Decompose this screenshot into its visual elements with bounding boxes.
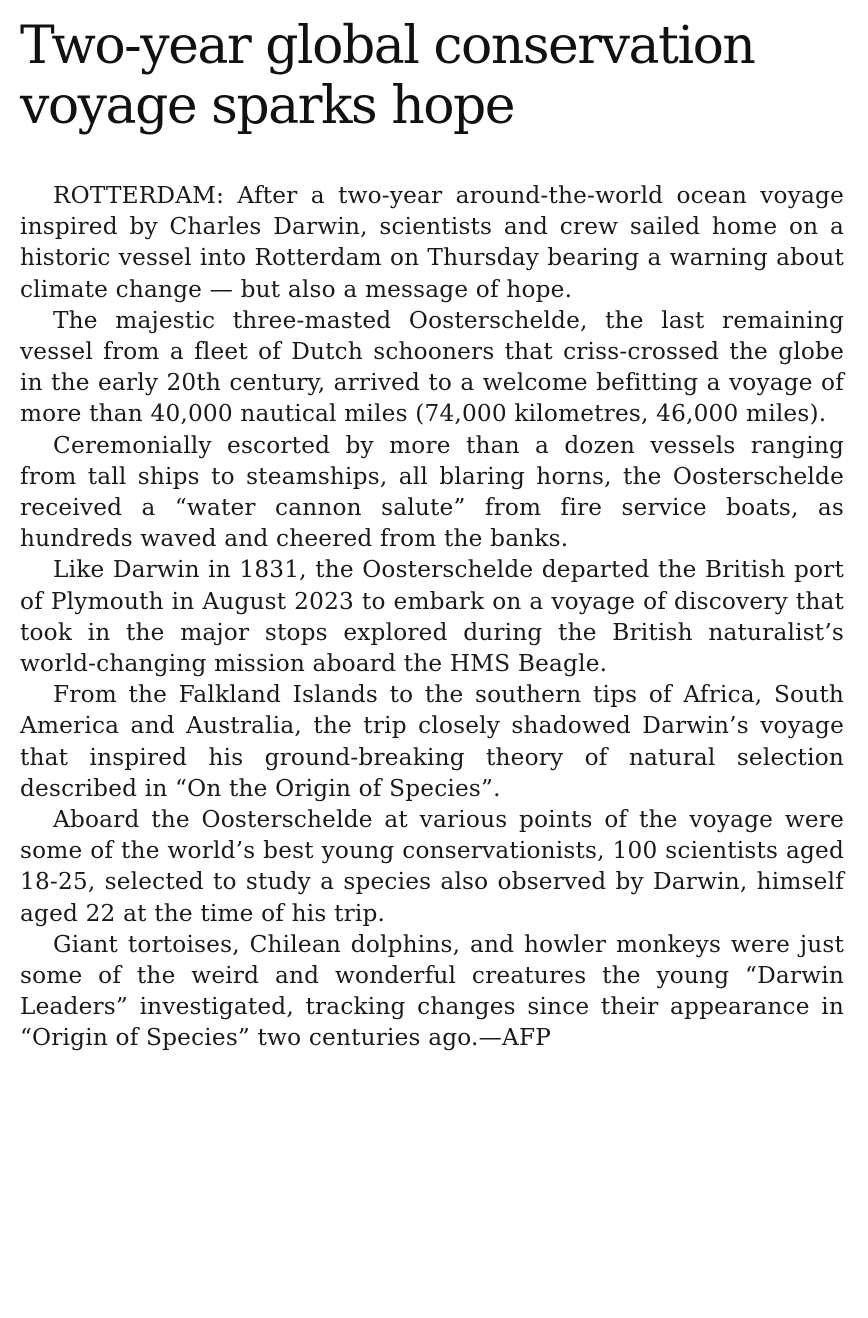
article-paragraph: ROTTERDAM: After a two-year around-the-world ocean voyage inspired by Charles Darwin, scientists and crew sailed home on a historic vessel into Rotterdam on Thursday bearing a warning about climate change — but also a message of hope. <box>20 182 844 303</box>
article-paragraph: Ceremonially escorted by more than a dozen vessels ranging from tall ships to steamships, all blaring horns, the Oosterschelde received a “water cannon salute” from fire service boats, as hundreds waved and cheered from the banks. <box>20 431 844 553</box>
article-paragraph: The majestic three-masted Oosterschelde, the last remaining vessel from a fleet of Dutch schooners that criss-crossed the globe in the early 20th century, arrived to a welcome befitting a voyage of more than 40,000 nautical miles (74,000 kilometres, 46,000 miles). <box>20 306 844 428</box>
news-article <box>20 16 844 1054</box>
article-headline: Two-year global conservation voyage sparks hope <box>20 16 755 136</box>
article-paragraph: Aboard the Oosterschelde at various points of the voyage were some of the world’s best young conservationists, 100 scientists aged 18-25, selected to study a species also observed by Darwin, himself aged 22 at the time of his trip. <box>20 806 844 927</box>
article-paragraph: Giant tortoises, Chilean dolphins, and howler monkeys were just some of the weird and wonderful creatures the young “Darwin Leaders” investigated, tracking changes since their appearance in “Origin of Species” two centuries ago.—AFP <box>20 930 844 1052</box>
article-paragraph: Like Darwin in 1831, the Oosterschelde departed the British port of Plymouth in August 2023 to embark on a voyage of discovery that took in the major stops explored during the British naturalist’s world-changing mission aboard the HMS Beagle. <box>20 556 844 678</box>
article-paragraph: From the Falkland Islands to the southern tips of Africa, South America and Australia, the trip closely shadowed Darwin’s voyage that inspired his ground-breaking theory of natural selection described in “On the Origin of Species”. <box>20 681 844 802</box>
article-body <box>20 180 844 1054</box>
